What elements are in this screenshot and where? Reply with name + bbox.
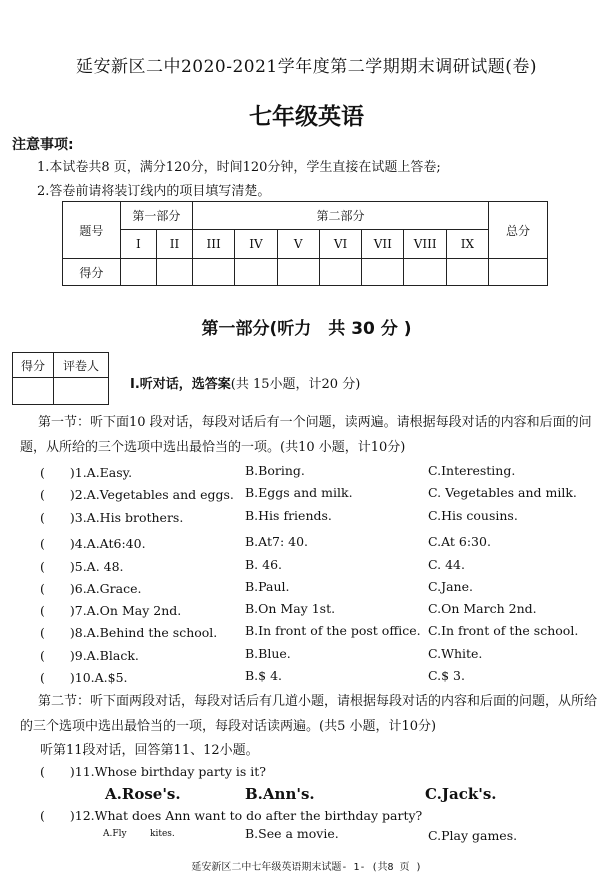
section1-heading-bold: I.听对话，选答案 xyxy=(130,377,231,392)
col-6: VI xyxy=(319,230,361,259)
question-7-option-c: C.On March 2nd. xyxy=(428,601,537,616)
question-8-stem: ( )8.A.Behind the school. xyxy=(40,625,218,640)
dialog11-intro: 听第11段对话，回答第11、12小题。 xyxy=(40,743,259,758)
q12-stem: ( )12.What does Ann want to do after the birthday party? xyxy=(40,808,423,823)
question-4-option-c: C.At 6:30. xyxy=(428,534,491,549)
q11-stem: ( )11.Whose birthday party is it? xyxy=(40,764,266,779)
score-table xyxy=(62,201,548,286)
grader-box xyxy=(12,352,109,405)
question-5-stem: ( )5.A. 48. xyxy=(40,559,124,574)
row-label-score: 得分 xyxy=(63,259,121,286)
q11-option-b: B.Ann's. xyxy=(245,785,315,803)
question-1-option-c: C.Interesting. xyxy=(428,463,516,478)
question-9-option-c: C.White. xyxy=(428,646,483,661)
score-cell[interactable] xyxy=(446,259,488,286)
part1-title: 第一部分(听力 共 30 分 ) xyxy=(201,319,412,339)
question-2-stem: ( )2.A.Vegetables and eggs. xyxy=(40,487,234,502)
section1-heading xyxy=(130,373,360,392)
question-3-stem: ( )3.A.His brothers. xyxy=(40,510,184,525)
grader-name-cell[interactable] xyxy=(54,378,109,405)
q12-option-a-part1: A.Fly xyxy=(103,829,127,839)
exam-title: 延安新区二中2020-2021学年度第二学期期末调研试题(卷) xyxy=(75,57,538,77)
part2-header: 第二部分 xyxy=(193,202,489,230)
score-cell[interactable] xyxy=(277,259,319,286)
question-3-option-c: C.His cousins. xyxy=(428,508,518,523)
score-cell[interactable] xyxy=(362,259,404,286)
question-1-stem: ( )1.A.Easy. xyxy=(40,465,133,480)
question-10-stem: ( )10.A.$5. xyxy=(40,670,128,685)
grader-score-label: 得分 xyxy=(13,353,54,378)
part1-header: 第一部分 xyxy=(120,202,192,230)
question-6-stem: ( )6.A.Grace. xyxy=(40,581,142,596)
col-4: IV xyxy=(235,230,277,259)
score-cell[interactable] xyxy=(156,259,192,286)
col-5: V xyxy=(277,230,319,259)
q12-option-a-part2: kites. xyxy=(150,829,175,839)
notice-item-2: 2.答卷前请将装订线内的项目填写清楚。 xyxy=(37,184,271,199)
notice-item-1: 1.本试卷共8 页，满分120分，时间120分钟，学生直接在试题上答卷; xyxy=(37,160,441,175)
question-7-stem: ( )7.A.On May 2nd. xyxy=(40,603,182,618)
question-8-option-c: C.In front of the school. xyxy=(428,623,579,638)
row-label-question-no: 题号 xyxy=(63,202,121,259)
exam-subtitle: 七年级英语 xyxy=(249,104,364,130)
question-4-stem: ( )4.A.At6:40. xyxy=(40,536,146,551)
col-8: VIII xyxy=(404,230,446,259)
col-2: II xyxy=(156,230,192,259)
section1-instructions: 第一节：听下面10 段对话，每段对话后有一个问题，读两遍。请根据每段对话的内容和后面的问题，从所给的三个选项中选出最恰当的一项。(共10 小题，计10分) xyxy=(20,415,592,455)
question-5-option-b: B. 46. xyxy=(245,557,283,572)
question-10-option-c: C.$ 3. xyxy=(428,668,465,683)
question-8-option-b: B.In front of the post office. xyxy=(245,623,421,638)
score-cell[interactable] xyxy=(404,259,446,286)
grader-score-cell[interactable] xyxy=(13,378,54,405)
question-2-option-b: B.Eggs and milk. xyxy=(245,485,353,500)
q11-option-a: A.Rose's. xyxy=(105,785,181,803)
score-cell[interactable] xyxy=(319,259,361,286)
q11-option-c: C.Jack's. xyxy=(425,785,497,803)
notice-heading: 注意事项: xyxy=(12,137,74,153)
col-9: IX xyxy=(446,230,488,259)
question-1-option-b: B.Boring. xyxy=(245,463,305,478)
col-1: I xyxy=(120,230,156,259)
question-9-stem: ( )9.A.Black. xyxy=(40,648,139,663)
total-header: 总分 xyxy=(489,202,548,259)
question-6-option-b: B.Paul. xyxy=(245,579,290,594)
score-cell[interactable] xyxy=(193,259,235,286)
question-7-option-b: B.On May 1st. xyxy=(245,601,336,616)
question-6-option-c: C.Jane. xyxy=(428,579,473,594)
score-cell[interactable] xyxy=(120,259,156,286)
question-2-option-c: C. Vegetables and milk. xyxy=(428,485,577,500)
section2-instructions: 第二节：听下面两段对话，每段对话后有几道小题，请根据每段对话的内容和后面的问题，从所给的三个选项中选出最恰当的一项，每段对话读两遍。(共5 小题，计10分) xyxy=(20,694,598,734)
col-7: VII xyxy=(362,230,404,259)
question-4-option-b: B.At7: 40. xyxy=(245,534,309,549)
grader-label: 评卷人 xyxy=(54,353,109,378)
section1-heading-rest: (共 15小题，计20 分) xyxy=(230,377,361,392)
col-3: III xyxy=(193,230,235,259)
question-3-option-b: B.His friends. xyxy=(245,508,332,523)
question-9-option-b: B.Blue. xyxy=(245,646,291,661)
score-cell[interactable] xyxy=(235,259,277,286)
page-footer: 延安新区二中七年级英语期末试题- 1- (共8 页 ) xyxy=(191,862,422,873)
question-10-option-b: B.$ 4. xyxy=(245,668,283,683)
total-score-cell[interactable] xyxy=(489,259,548,286)
q12-option-b: B.See a movie. xyxy=(245,826,339,841)
q12-option-c: C.Play games. xyxy=(428,828,518,843)
question-5-option-c: C. 44. xyxy=(428,557,465,572)
